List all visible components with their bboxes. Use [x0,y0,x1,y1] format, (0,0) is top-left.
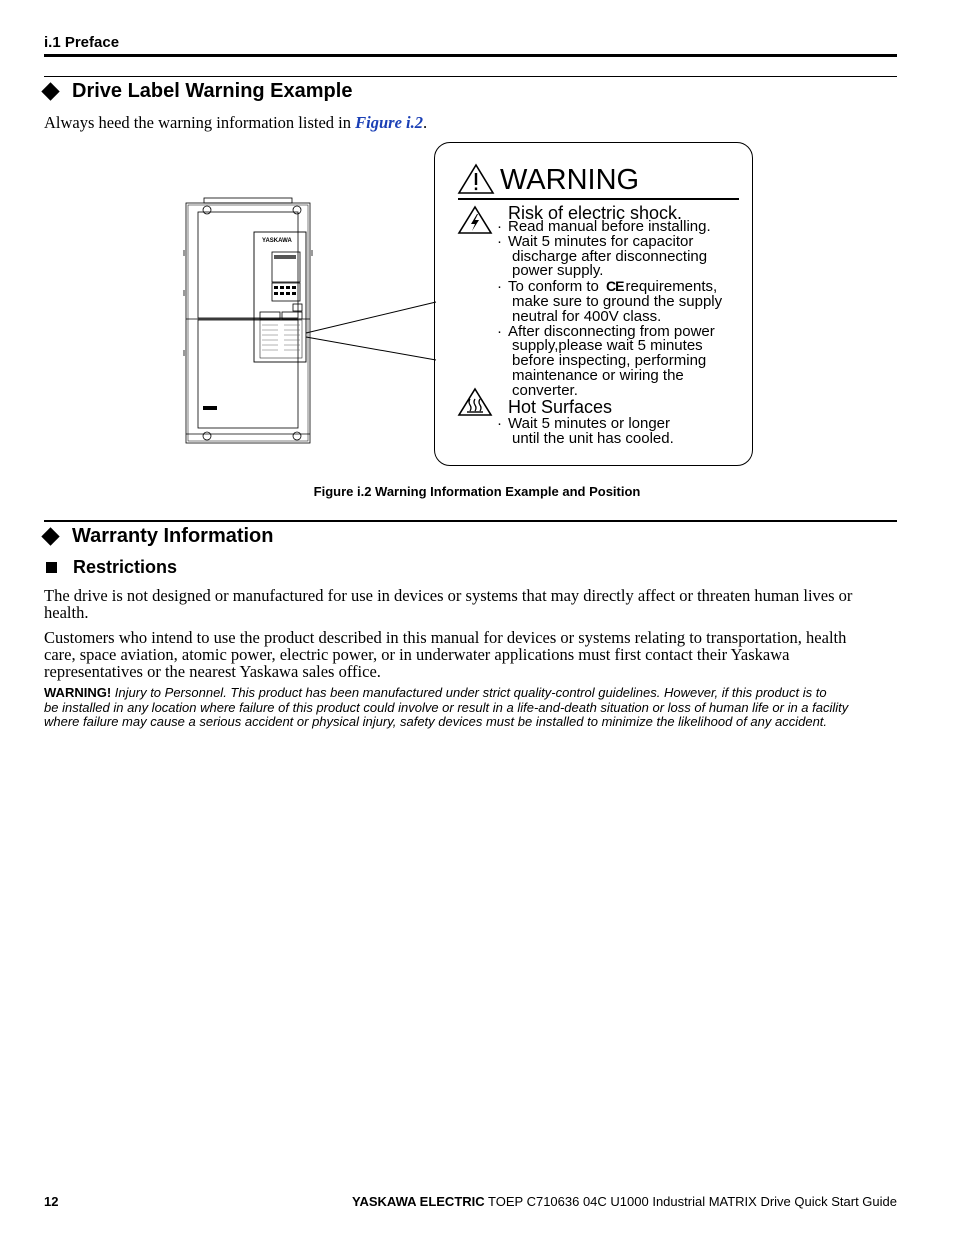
footer-doc-title: TOEP C710636 04C U1000 Industrial MATRIX Drive Quick Start Guide [484,1194,897,1209]
footer-title [352,1194,897,1209]
drive-label-heading [42,80,352,103]
shock-heading: Risk of electric shock. [508,203,683,223]
figure-caption: Figure i.2 Warning Information Example and Position [313,484,641,499]
section-rule [44,76,897,77]
hot-items: · Wait 5 minutes or longer until the unit has cooled. [497,415,674,447]
intro-prefix: Always heed the warning information listed in [44,113,356,132]
running-header: i.1 Preface [44,34,120,51]
diamond-bullet-icon [41,527,59,545]
shock-item: · Wait 5 minutes for capacitor discharge after disconnecting power supply. [497,232,708,280]
shock-item: · After disconnecting from power supply,please wait 5 minutes before inspecting, performing maintenance or wiring the converter. [497,322,715,399]
footer-brand: YASKAWA ELECTRIC [351,1194,485,1209]
restrictions-paragraph-1: The drive is not designed or manufactured for use in devices or systems that may directly affect or threaten human lives or health. [44,586,853,622]
drive-label-intro [44,114,897,131]
warning-label-title: WARNING [500,164,640,196]
drive-brand-text: YASKAWA [262,238,292,244]
restrictions-paragraph-2: Customers who intend to use the product described in this manual for devices or systems relating to transportation, health care, space aviation, atomic power, electric power, or in underwater applications must first contact their Yaskawa representatives or the nearest Yaskawa sales office. [44,628,847,681]
warranty-heading-text: Warranty Information [72,525,274,547]
restrictions-heading-text: Restrictions [73,557,178,577]
electric-shock-icon [457,205,493,235]
intro-suffix: . [423,113,428,132]
diamond-bullet-icon [41,82,59,100]
warning-label-rule [458,198,739,200]
shock-item: · Read manual before installing. [497,218,711,235]
header-rule [44,54,897,57]
hot-heading: Hot Surfaces [508,397,613,417]
page-number: 12 [44,1194,59,1209]
shock-item: · To conform to CE requirements, make sure to ground the supply neutral for 400V class. [497,278,723,325]
warranty-heading [42,525,274,548]
warranty-rule [44,520,897,522]
shock-items [497,220,747,399]
drive-label-heading-text: Drive Label Warning Example [72,80,353,102]
ce-mark-icon: CE [606,278,624,295]
drive-illustration [180,190,440,450]
warning-note: WARNING! Injury to Personnel. This product has been manufactured under strict quality-control guidelines. However, if this product is to be installed in any location where failure of this product could involve or result in a life-and-death situation or loss of human life or in a facility where failure may cause a serious accident or physical injury, safety devices must be installed to minimize the likelihood of any accident. [44,685,849,729]
hot-surface-icon [457,387,493,417]
square-bullet-icon [46,562,57,573]
figure-link[interactable]: Figure i.2 [355,113,423,132]
restrictions-heading [44,557,177,578]
warning-note-label: WARNING! [44,685,112,700]
warning-triangle-icon [457,163,495,195]
